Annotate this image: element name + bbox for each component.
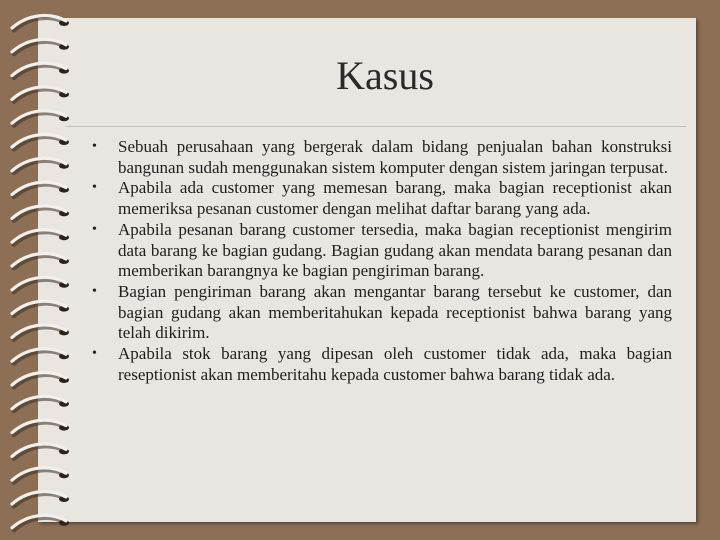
- bullet-text: Bagian pengiriman barang akan mengantar barang tersebut ke customer, dan bagian gudang akan memberitahukan kepada receptionist bahwa barang yang telah dikirim.: [118, 281, 672, 343]
- bullet-text: Apabila stok barang yang dipesan oleh customer tidak ada, maka bagian reseptionist akan memberitahu kepada customer bahwa barang tidak ada.: [118, 344, 672, 384]
- bullet-text: Apabila pesanan barang customer tersedia, maka bagian receptionist mengirim data barang ke bagian gudang. Bagian gudang akan mendata barang pesanan dan memberikan barangnya ke bagian pengiriman barang.: [118, 219, 672, 281]
- list-item: [92, 344, 672, 385]
- list-item: [92, 282, 672, 344]
- binding-ring: [12, 468, 69, 482]
- binding-ring: [12, 492, 69, 506]
- list-item: [92, 220, 672, 282]
- binding-ring: [12, 16, 69, 30]
- binding-ring: [12, 301, 69, 315]
- bullet-icon: •: [92, 139, 97, 154]
- binding-ring: [12, 325, 69, 339]
- binding-ring: [12, 206, 69, 220]
- binding-ring: [12, 135, 69, 149]
- bullet-icon: •: [92, 283, 97, 299]
- title-divider: [66, 126, 686, 127]
- binding-ring: [12, 158, 69, 172]
- bullet-text: Sebuah perusahaan yang bergerak dalam bidang penjualan bahan konstruksi bangunan sudah menggunakan sistem komputer dengan sistem jaringan terpusat.: [118, 137, 672, 177]
- spiral-binding-icon: [0, 0, 80, 540]
- bullet-icon: •: [92, 346, 97, 362]
- binding-ring: [12, 373, 69, 387]
- list-item: [92, 178, 672, 219]
- binding-ring: [12, 396, 69, 410]
- binding-ring: [12, 182, 69, 196]
- binding-ring: [12, 111, 69, 125]
- binding-ring: [12, 87, 69, 101]
- bullet-icon: •: [92, 221, 97, 237]
- slide-title: Kasus: [336, 53, 434, 98]
- binding-ring: [12, 420, 69, 434]
- binding-ring: [12, 444, 69, 458]
- list-item: [92, 137, 672, 178]
- binding-ring: [12, 63, 69, 77]
- binding-ring: [12, 39, 69, 53]
- binding-ring: [12, 230, 69, 244]
- binding-ring: [12, 254, 69, 268]
- binding-ring: [12, 515, 69, 529]
- bullet-list: [92, 137, 672, 385]
- binding-ring: [12, 277, 69, 291]
- bullet-icon: •: [92, 180, 97, 196]
- binding-ring: [12, 349, 69, 363]
- bullet-text: Apabila ada customer yang memesan barang, maka bagian receptionist akan memeriksa pesanan customer dengan melihat daftar barang yang ada.: [118, 178, 672, 219]
